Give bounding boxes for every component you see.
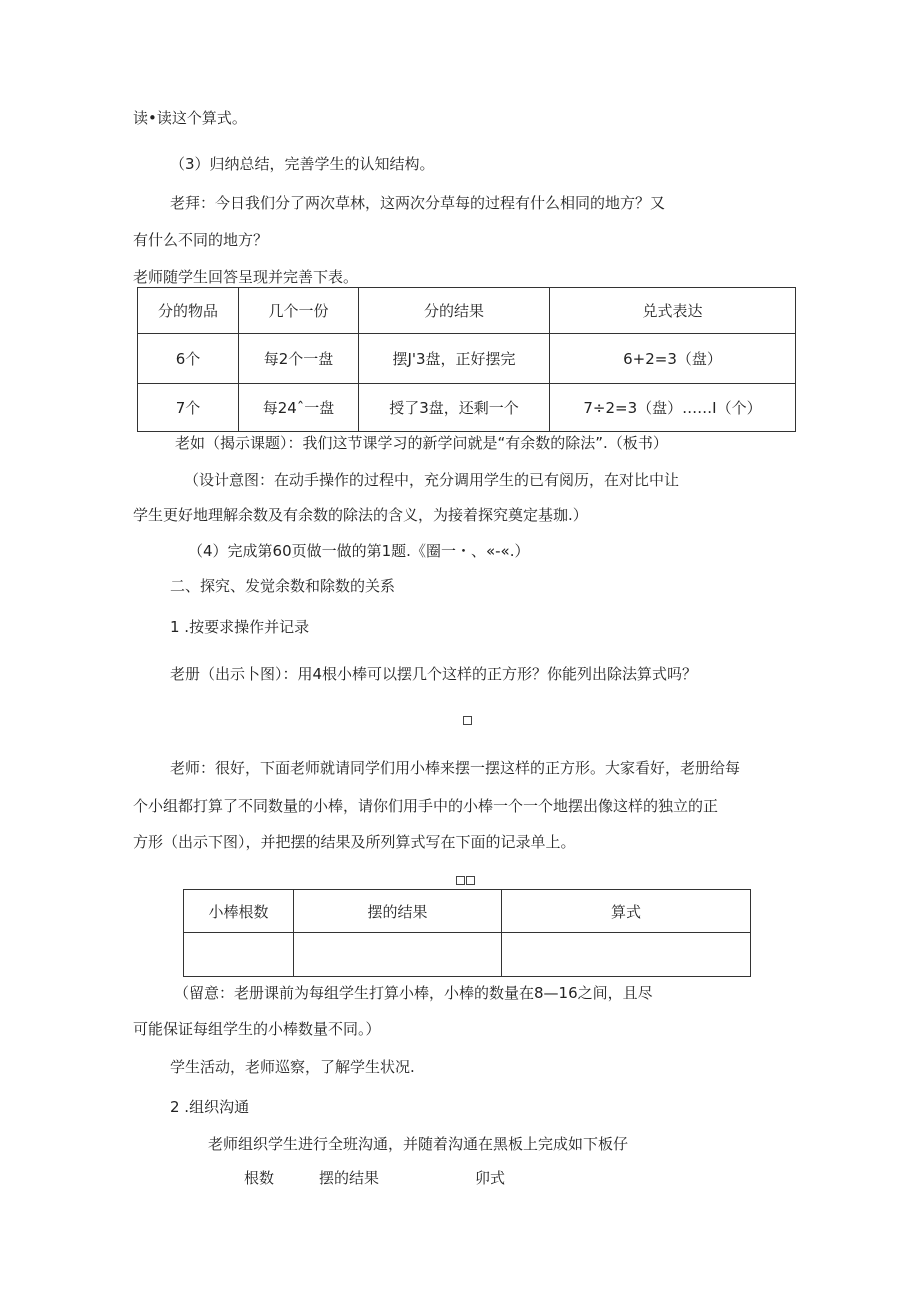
text-line-13: 老师：很好，下面老师就请同学们用小棒来摆一摆这样的正方形。大家看好，老册给每: [170, 759, 741, 777]
table-header-cell: 分的物品: [138, 288, 239, 334]
text-line-8: 学生更好地理解余数及有余数的除法的含义，为接着探究奠定基珈.）: [133, 506, 588, 524]
text-line-6: 老如（揭示课题）：我们这节课学习的新学问就是“有余数的除法”.（板书）: [175, 434, 668, 452]
text-line-9: （4）完成第60页做一做的第1题.《圈一・、«-«.）: [188, 542, 530, 560]
text-line-11: 1 .按要求操作并记录: [170, 618, 310, 636]
text-line-1: 读•读这个算式。: [133, 109, 247, 127]
table-header-row: [138, 288, 796, 334]
text-line-5: 老师随学生回答呈现并完善下表。: [133, 268, 359, 286]
table-cell: 7个: [138, 384, 239, 432]
square-figure: [466, 876, 475, 885]
text-line-18: 学生活动，老师巡察，了解学生状况.: [170, 1058, 415, 1076]
table-header-cell: 小棒根数: [184, 890, 294, 933]
board-col-count: 根数: [244, 1169, 275, 1187]
table-cell: 每24ˆ一盘: [239, 384, 359, 432]
table-cell: 授了3盘，还剩一个: [359, 384, 550, 432]
division-table: [137, 287, 796, 432]
table-row: [184, 933, 751, 977]
text-line-19: 2 .组织沟通: [170, 1098, 250, 1116]
square-figure: [463, 716, 472, 725]
text-line-4: 有什么不同的地方？: [133, 231, 269, 249]
table-cell: [184, 933, 294, 977]
record-table: [183, 889, 751, 977]
text-line-3: 老拜：今日我们分了两次草林，这两次分草每的过程有什么相同的地方？又: [170, 194, 666, 212]
text-line-16: （留意：老册课前为每组学生打算小棒，小棒的数量在8—16之间，且尽: [174, 984, 653, 1002]
board-col-formula: 卯式: [475, 1169, 506, 1187]
table-row: [138, 334, 796, 384]
table-cell: 每2个一盘: [239, 334, 359, 384]
text-line-17: 可能保证每组学生的小棒数量不同。）: [133, 1020, 381, 1038]
text-line-20: 老师组织学生进行全班沟通，并随着沟通在黑板上完成如下板仔: [208, 1135, 629, 1153]
table-header-cell: 算式: [502, 890, 751, 933]
text-line-7: （设计意图：在动手操作的过程中，充分调用学生的已有阅历，在对比中让: [184, 471, 680, 489]
table-cell: [294, 933, 502, 977]
text-line-15: 方形（出示下图），并把摆的结果及所列算式写在下面的记录单上。: [133, 833, 576, 851]
table-header-cell: 兑式表达: [550, 288, 796, 334]
text-line-12: 老册（出示卜图）：用4根小棒可以摆几个这样的正方形？你能列出除法算式吗？: [170, 665, 698, 683]
table-cell: 摆J'3盘，正好摆完: [359, 334, 550, 384]
table-cell: 7÷2=3（盘）……I（个）: [550, 384, 796, 432]
table-header-cell: 摆的结果: [294, 890, 502, 933]
text-line-2: （3）归纳总结，完善学生的认知结构。: [170, 155, 435, 173]
table-row: [138, 384, 796, 432]
table-cell: 6+2=3（盘）: [550, 334, 796, 384]
square-figure: [456, 876, 465, 885]
table-header-cell: 分的结果: [359, 288, 550, 334]
text-line-14: 个小组都打算了不同数量的小棒，请你们用手中的小棒一个一个地摆出像这样的独立的正: [133, 797, 719, 815]
table-cell: [502, 933, 751, 977]
table-header-row: [184, 890, 751, 933]
board-col-result: 摆的结果: [319, 1169, 380, 1187]
table-header-cell: 几个一份: [239, 288, 359, 334]
table-cell: 6个: [138, 334, 239, 384]
section-heading: 二、探究、发觉余数和除数的关系: [170, 577, 396, 595]
